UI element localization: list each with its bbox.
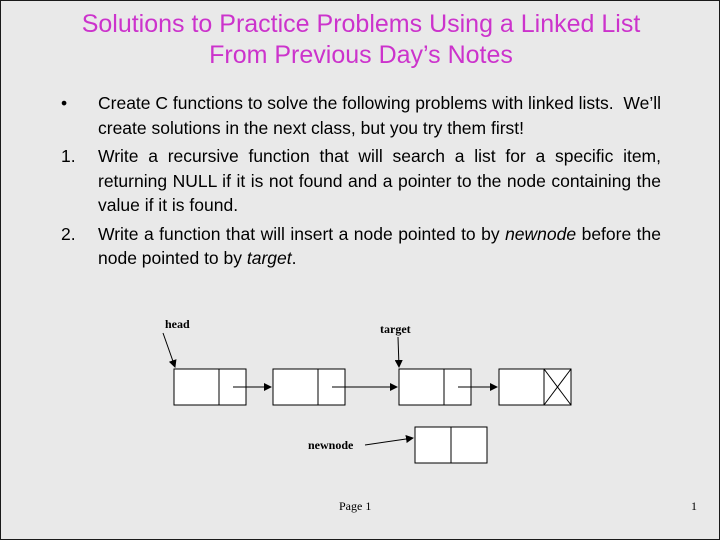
linked-list-diagram [1, 1, 719, 539]
new-node [415, 427, 487, 463]
text-segment: Write a function that will insert a node pointed to by [98, 223, 506, 244]
list-item-text: Write a recursive function that will search a list for a specific item, returning NULL if it is not found and a pointer to the node containing the value if it is found. [98, 146, 661, 215]
slide-number: 1 [691, 499, 697, 513]
page-footer: Page 1 [339, 499, 372, 513]
text-segment: before the node pointed to by [98, 223, 661, 268]
newnode-label: newnode [308, 438, 354, 452]
title-line-1: Solutions to Practice Problems Using a Linked List [81, 10, 641, 38]
newnode-emphasis: newnode [505, 223, 577, 244]
number-marker: 2. [61, 223, 76, 244]
target-pointer-arrow [398, 337, 399, 367]
bullet-marker: • [61, 93, 68, 113]
head-pointer-arrow [163, 333, 175, 367]
list-node-4 [499, 369, 571, 405]
target-emphasis: target [246, 248, 292, 268]
list-item-text: Create C functions to solve the following problems with linked lists. We’ll create solutions in the next class, but you try them first! [98, 93, 661, 138]
target-label: target [380, 322, 411, 336]
head-label: head [165, 317, 190, 331]
text-segment: . [291, 248, 297, 268]
newnode-pointer-arrow [365, 438, 413, 445]
number-marker: 1. [61, 146, 76, 166]
title-line-2: From Previous Day’s Notes [209, 41, 513, 69]
